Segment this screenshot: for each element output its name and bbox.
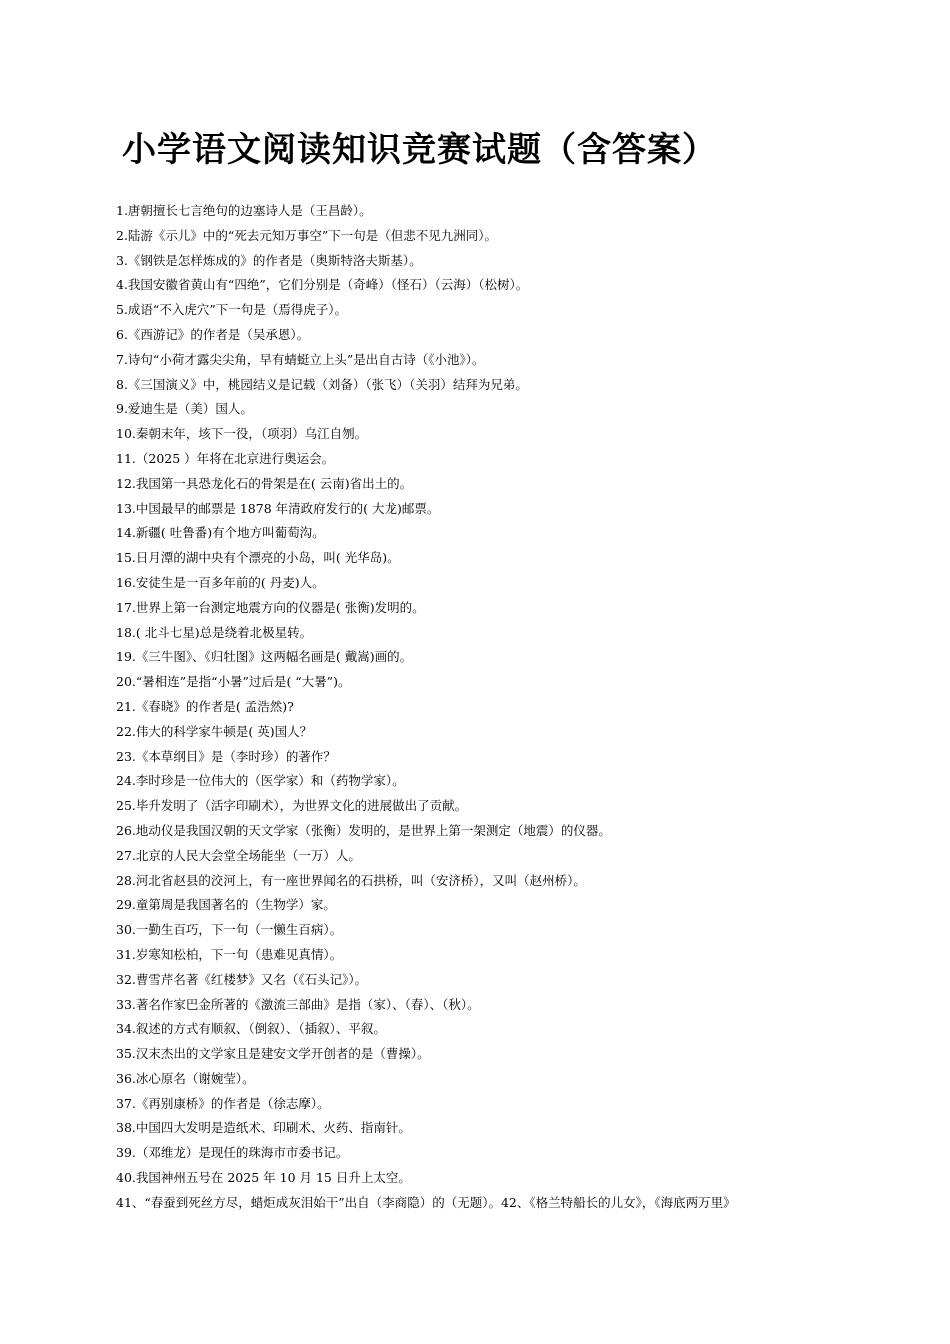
question-item: 20.“暑相连”是指“小暑”过后是( “大暑”)。 xyxy=(116,674,351,690)
question-item: 2.陆游《示儿》中的“死去元知万事空”下一句是（但悲不见九洲同）。 xyxy=(116,227,497,243)
question-item: 10.秦朝末年，垓下一役，（项羽）乌江自刎。 xyxy=(116,426,368,442)
question-item: 1.唐朝擅长七言绝句的边塞诗人是（王昌龄）。 xyxy=(116,203,372,218)
question-item: 30.一勤生百巧，下一句（一懒生百病）。 xyxy=(116,922,343,938)
question-item: 33.著名作家巴金所著的《激流三部曲》是指（家）、（春）、（秋）。 xyxy=(116,996,480,1012)
question-item: 13.中国最早的邮票是 1878 年清政府发行的( 大龙)邮票。 xyxy=(116,500,440,516)
question-item: 21.《春晓》的作者是( 孟浩然)? xyxy=(116,698,294,714)
page-title: 小学语文阅读知识竞赛试题（含答案） xyxy=(122,130,717,170)
question-item: 41、“春蚕到死丝方尽，蜡炬成灰泪始干”出自（李商隐）的（无题）。42、《格兰特船长的儿女》，《海底两万里》 xyxy=(116,1194,736,1210)
question-item: 22.伟大的科学家牛顿是( 英)国人？ xyxy=(116,723,313,739)
question-item: 6.《西游记》的作者是（吴承恩）。 xyxy=(116,326,310,342)
question-list xyxy=(116,199,876,1216)
question-item: 32.曹雪芹名著《红楼梦》又名（《石头记》）。 xyxy=(116,971,368,987)
question-item: 24.李时珍是一位伟大的（医学家）和（药物学家）。 xyxy=(116,773,405,789)
question-item: 40.我国神州五号在 2025 年 10 月 15 日升上太空。 xyxy=(116,1170,411,1186)
question-item: 7.诗句“小荷才露尖尖角，早有蜻蜓立上头”是出自古诗（《小池》）。 xyxy=(116,351,485,367)
question-item: 18.( 北斗七星)总是绕着北极星转。 xyxy=(116,624,313,640)
question-item: 31.岁寒知松柏，下一句（患难见真情）。 xyxy=(116,946,343,962)
question-item: 12.我国第一具恐龙化石的骨架是在( 云南)省出土的。 xyxy=(116,475,413,491)
question-item: 36.冰心原名（谢婉莹）。 xyxy=(116,1070,255,1086)
question-item: 35.汉末杰出的文学家且是建安文学开创者的是（曹操）。 xyxy=(116,1046,430,1062)
question-item: 28.河北省赵县的洨河上，有一座世界闻名的石拱桥，叫（安济桥），又叫（赵州桥）。 xyxy=(116,872,586,888)
question-item: 27.北京的人民大会堂全场能坐（一万）人。 xyxy=(116,847,361,863)
question-item: 39.（邓维龙）是现任的珠海市市委书记。 xyxy=(116,1145,349,1161)
question-item: 15.日月潭的湖中央有个漂亮的小岛，叫( 光华岛)。 xyxy=(116,550,400,566)
question-item: 26.地动仪是我国汉朝的天文学家（张衡）发明的，是世界上第一架测定（地震）的仪器。 xyxy=(116,822,611,838)
question-item: 5.成语“不入虎穴”下一句是（焉得虎子）。 xyxy=(116,302,347,318)
question-item: 38.中国四大发明是造纸术、印刷术、火药、指南针。 xyxy=(116,1120,411,1136)
question-item: 14.新疆( 吐鲁番)有个地方叫葡萄沟。 xyxy=(116,525,325,541)
question-item: 9.爱迪生是（美）国人。 xyxy=(116,401,253,417)
question-item: 4.我国安徽省黄山有“四绝”，它们分别是（奇峰）（怪石）（云海）（松树）。 xyxy=(116,277,529,293)
question-item: 37.《再别康桥》的作者是（徐志摩）。 xyxy=(116,1095,330,1111)
question-item: 19.《三牛图》、《归牡图》这两幅名画是( 戴嵩)画的。 xyxy=(116,649,413,665)
question-item: 34.叙述的方式有顺叙、（倒叙）、（插叙）、平叙。 xyxy=(116,1021,386,1037)
question-item: 16.安徒生是一百多年前的( 丹麦)人。 xyxy=(116,574,325,590)
question-item: 23.《本草纲目》是（李时珍）的著作？ xyxy=(116,748,336,764)
question-item: 17.世界上第一台测定地震方向的仪器是( 张衡)发明的。 xyxy=(116,599,425,615)
question-item: 25.毕升发明了（活字印刷术），为世界文化的进展做出了贡献。 xyxy=(116,798,468,814)
question-item: 8.《三国演义》中，桃园结义是记载（刘备）（张飞）（关羽）结拜为兄弟。 xyxy=(116,376,528,392)
question-item: 29.童第周是我国著名的（生物学）家。 xyxy=(116,897,336,913)
question-item: 11.（2025 ）年将在北京进行奥运会。 xyxy=(116,450,335,466)
question-item: 3.《钢铁是怎样炼成的》的作者是（奥斯特洛夫斯基）。 xyxy=(116,252,422,268)
